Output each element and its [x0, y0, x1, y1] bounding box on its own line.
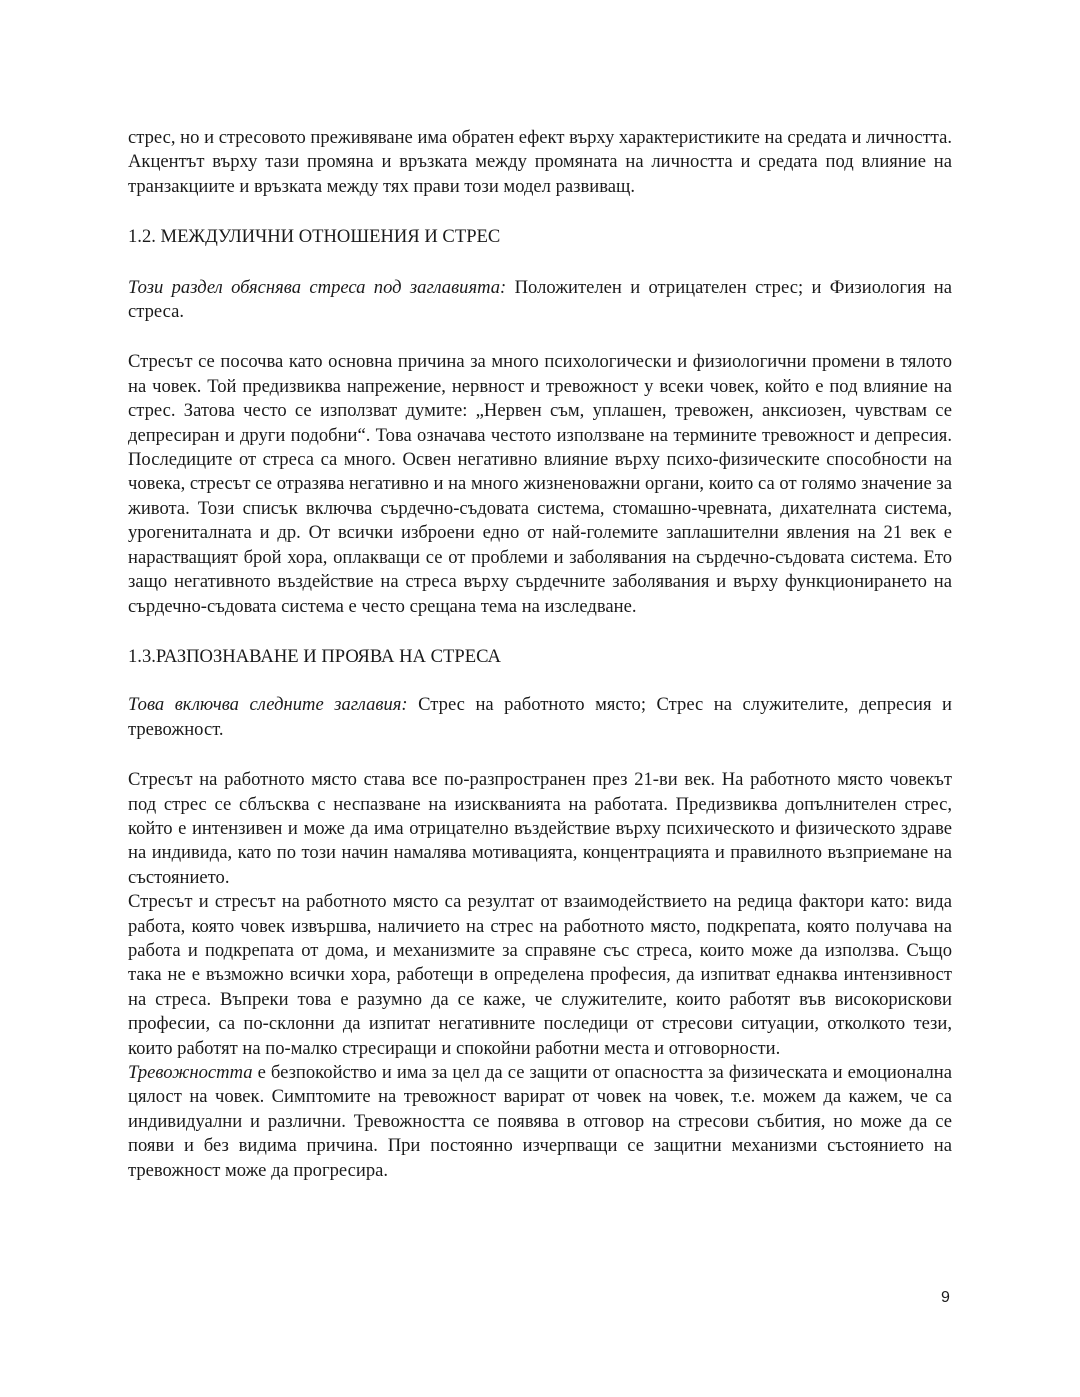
section-1-3-body-3 — [128, 1061, 952, 1183]
section-1-3-body-3-text: е безпокойство и има за цел да се защити от опасността за физическата и емоционална цялост на човек. Симптомите на тревожност варират от човек на човек, т.е. можем да кажем, че са индивидуални и различни. Тревожността се появява в отговор на стресови събития, но може да се появи и без видима причина. При постоянно изчерпващи се защитни механизми състоянието на тревожност може да прогресира. — [128, 1062, 952, 1181]
section-1-2-intro-italic: Този раздел обяснява стреса под заглавията: — [128, 276, 507, 298]
page-number: 9 — [941, 1289, 950, 1306]
section-heading-1-3: 1.3.РАЗПОЗНАВАНЕ И ПРОЯВА НА СТРЕСА — [128, 645, 501, 667]
paragraph-intro: стрес, но и стресовото преживяване има обратен ефект върху характеристиките на средата и личността. Акцентът върху тази промяна и връзката между промяната на личността и средата под влияние на транзакциите и връзката между тях прави този модел развиващ. — [128, 127, 952, 197]
section-1-2-body: Стресът се посочва като основна причина за много психологически и физиологични промени в тялото на човек. Той предизвиква напрежение, нервност и тревожност у всеки човек, който е под влияние на стрес. Затова често се използват думите: „Нервен съм, уплашен, тревожен, анксиозен, чувствам се депресиран и други подобни“. Това означава честото използване на термините тревожност и депресия. Последиците от стреса са много. Освен негативно влияние върху психо-физическите способности на човека, стресът се отразява негативно и на много жизненоважни органи, които са от голямо значение за живота. Този списък включва сърдечно-съдовата система, стомашно-чревната, дихателната система, урогениталната и др. От всички изброени едно от най-големите заплашителни явления на 21 век е нарастващият брой хора, оплакващи се от проблеми и заболявания на сърдечно-съдовата система. Ето защо негативното въздействие на стреса върху сърдечните заболявания и върху функционирането на сърдечно-съдовата система е често срещана тема на изследване. — [128, 351, 952, 617]
section-heading-1-2: 1.2. МЕЖДУЛИЧНИ ОТНОШЕНИЯ И СТРЕС — [128, 226, 501, 248]
section-1-3-intro-italic: Това включва следните заглавия: — [128, 694, 408, 716]
section-1-2-intro-text: Положителен и отрицателен стрес; и Физиология на стреса. — [128, 276, 953, 323]
section-1-3-body-2: Стресът и стресът на работното място са резултат от взаимодействието на редица фактори като: вида работа, която човек извършва, наличието на стрес на работното място, подкрепата, която получава на работа и подкрепата от дома, и механизмите за справяне със стреса, които може да използва. Също така не е възможно всички хора, работещи в определена професия, да изпитват еднаква интензивност на стреса. Въпреки това е разумно да се каже, че служителите, които работят във високорискови професии, са по-склонни да изпитат негативните последици от стресови ситуации, отколкото тези, които работят на по-малко стресиращи и спокойни работни места и отговорности. — [128, 891, 952, 1059]
section-1-2-intro — [128, 276, 952, 325]
section-1-3-body-3-italic: Тревожността — [128, 1062, 253, 1083]
section-1-3-intro — [128, 693, 952, 742]
section-1-3-intro-text: Стрес на работното място; Стрес на служителите, депресия и тревожност. — [128, 694, 952, 740]
document-page — [128, 126, 952, 1183]
section-1-3-body-1: Стресът на работното място става все по-разпространен през 21-ви век. На работното място човекът под стрес се сблъсква с неспазване на изискванията на работата. Предизвиква допълнителен стрес, който е интензивен и може да има отрицателно въздействие върху психическото и физическото здраве на индивида, като по този начин намалява мотивацията, концентрацията и правилното възприемане на състоянието. — [128, 769, 952, 888]
